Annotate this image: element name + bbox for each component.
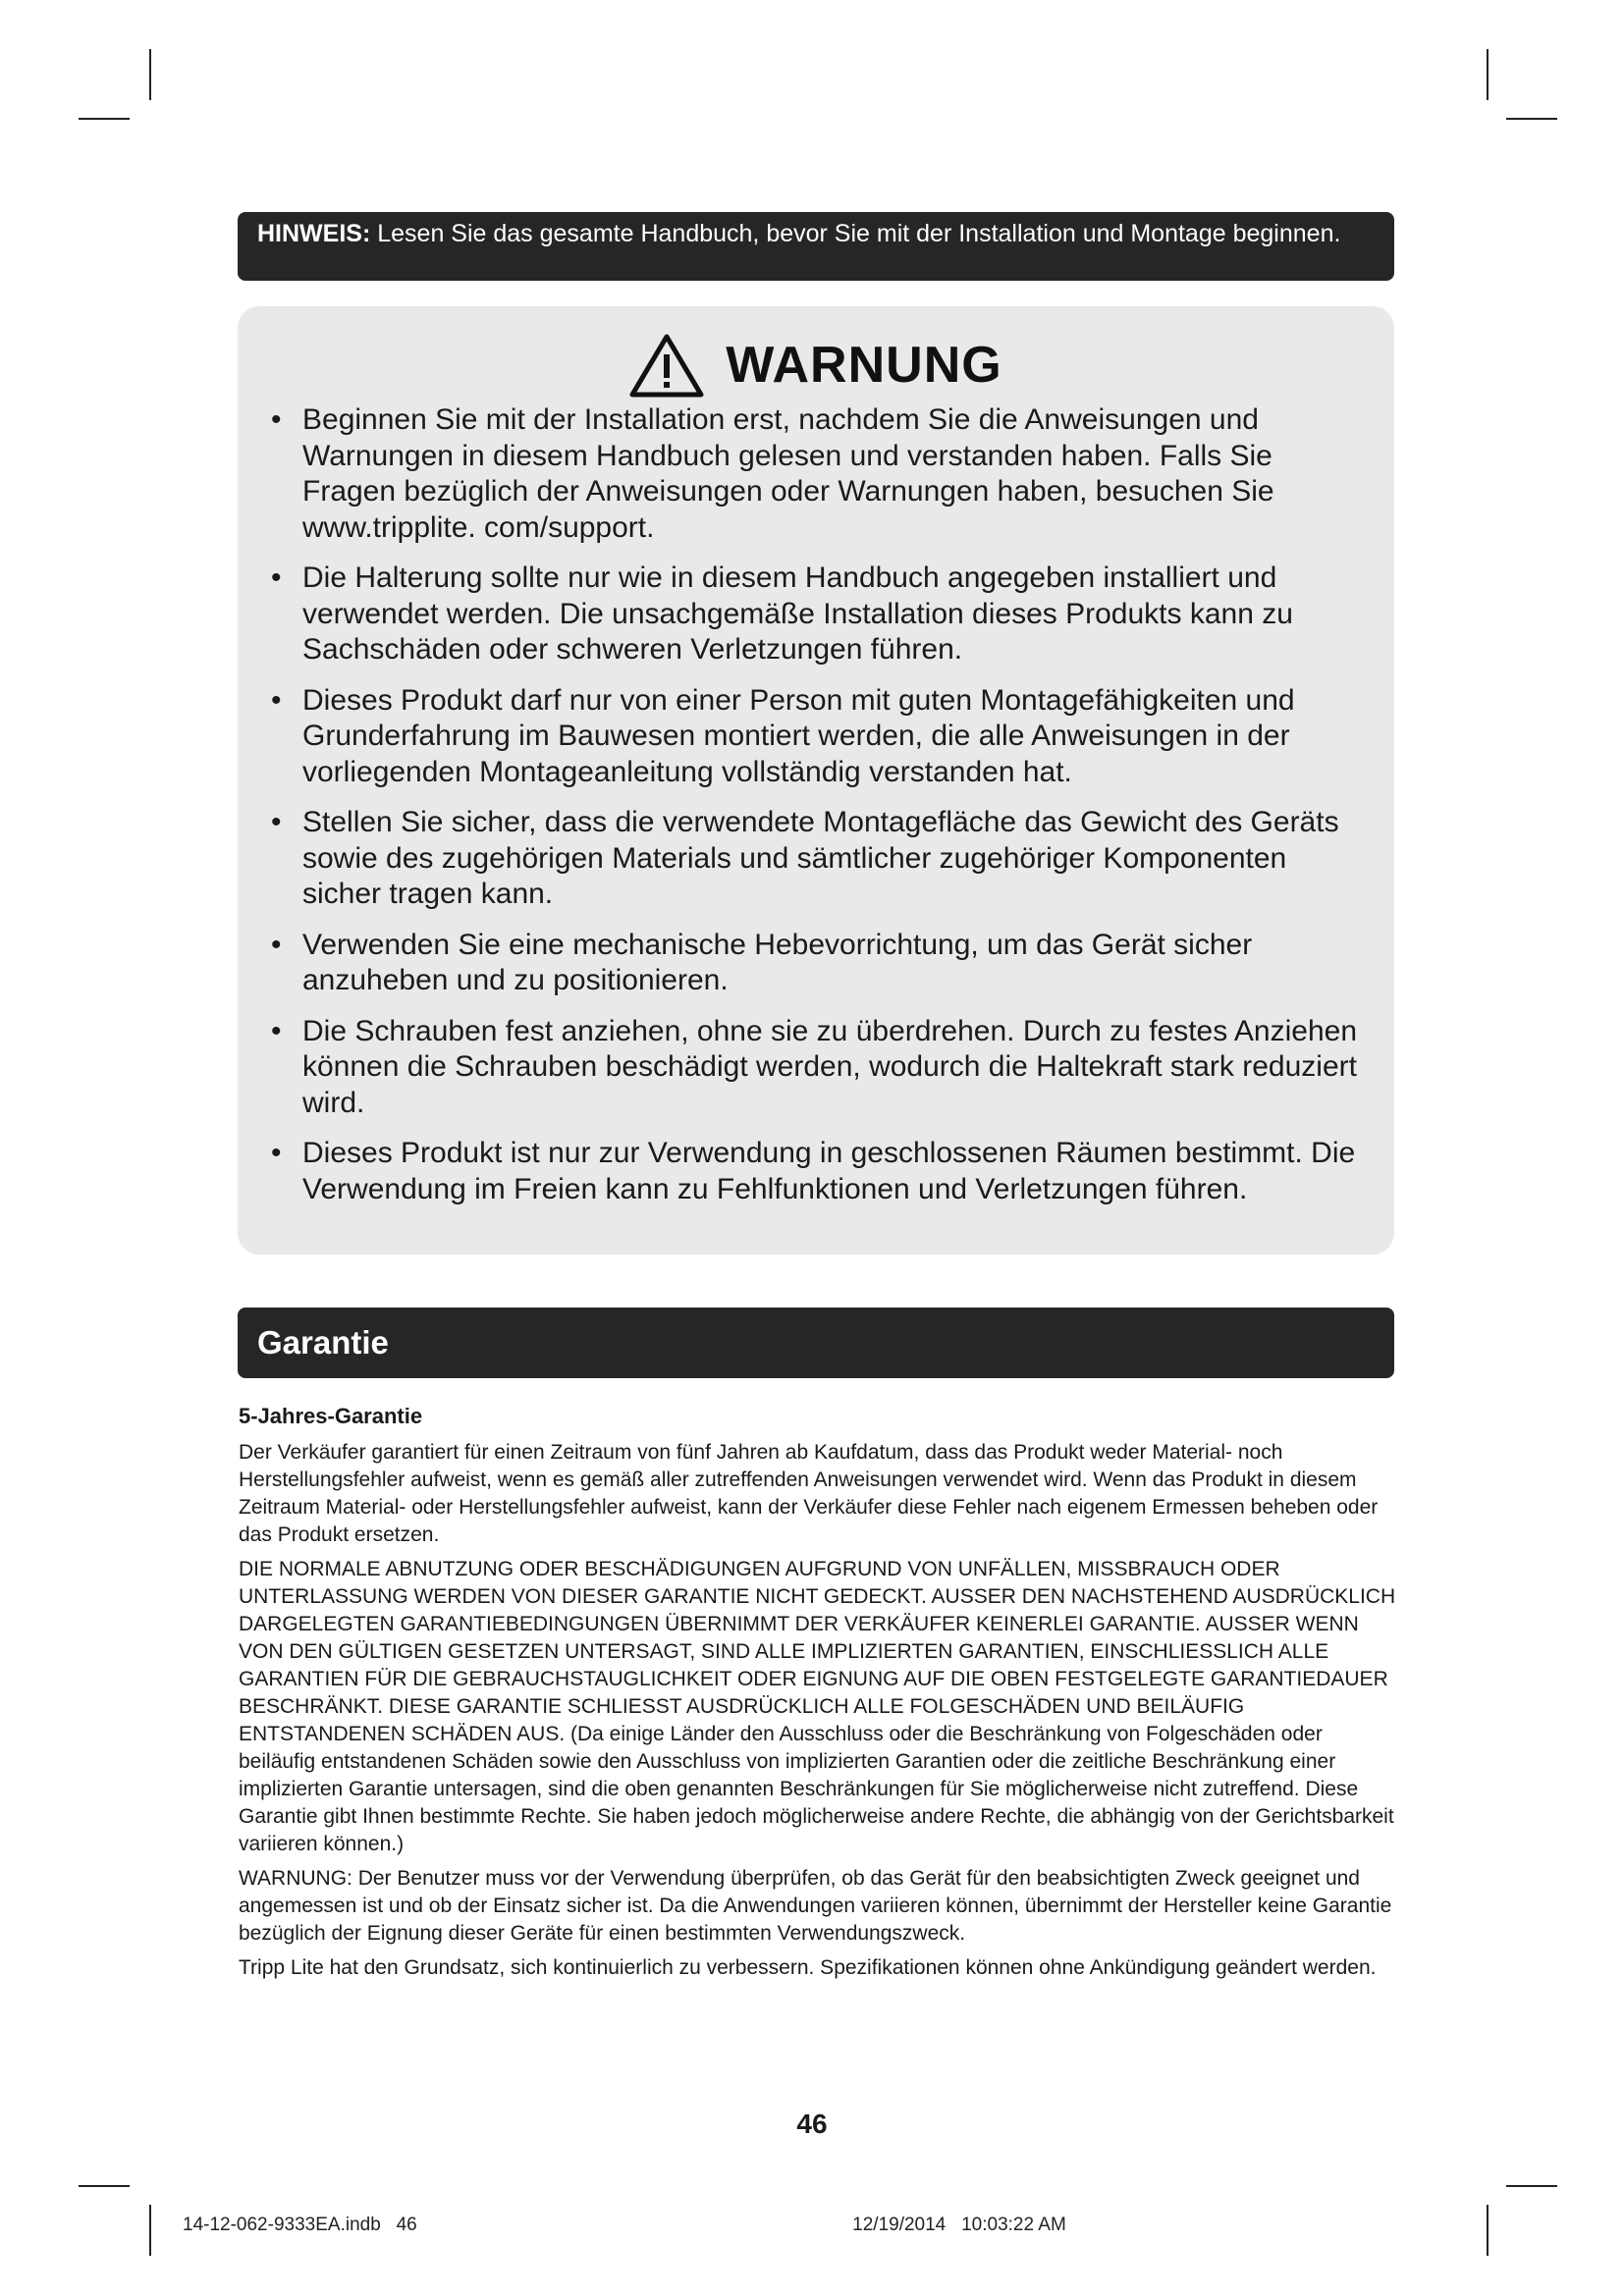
warning-title: WARNUNG bbox=[726, 337, 1002, 394]
bullet-icon: • bbox=[271, 561, 282, 594]
garantie-section-header bbox=[238, 1308, 1394, 1378]
crop-mark bbox=[149, 49, 151, 100]
crop-mark bbox=[1506, 2185, 1557, 2187]
warning-heading bbox=[238, 328, 1394, 402]
warning-item bbox=[267, 683, 1367, 791]
warning-item-text: Beginnen Sie mit der Installation erst, nachdem Sie die Anweisungen und Warnungen in diesem Handbuch gelesen und verstanden haben. Falls Sie Fragen bezüglich der Anweisungen oder Warnungen haben, besuchen Sie www.tripplite. com/support. bbox=[302, 403, 1274, 544]
warning-triangle-icon bbox=[629, 333, 704, 398]
bullet-icon: • bbox=[271, 806, 282, 838]
garantie-paragraph: WARNUNG: Der Benutzer muss vor der Verwendung überprüfen, ob das Gerät für den beabsichtigten Zweck geeignet und angemessen ist und ob der Einsatz sicher ist. Da die Anwendungen variieren können, übernimmt der Hersteller keine Garantie bezüglich der Eignung dieser Geräte für einen bestimmten Verwendungszweck. bbox=[239, 1867, 1392, 1945]
warning-item-text: Dieses Produkt darf nur von einer Person mit guten Montagefähigkeiten und Grunderfahrung im Bauwesen montiert werden, die alle Anweisungen in der vorliegenden Montageanleitung vollständig verstanden hat. bbox=[302, 683, 1295, 788]
warning-item bbox=[267, 1136, 1367, 1207]
garantie-heading: Garantie bbox=[257, 1324, 389, 1361]
bullet-icon: • bbox=[271, 683, 282, 717]
hinweis-notice bbox=[238, 212, 1394, 281]
garantie-paragraph: DIE NORMALE ABNUTZUNG ODER BESCHÄDIGUNGEN AUFGRUND VON UNFÄLLEN, MISSBRAUCH ODER UNTERLASSUNG WERDEN VON DIESER GARANTIE NICHT GEDECKT. AUSSER DEN NACHSTEHEND AUSDRÜCKLICH DARGELEGTEN GARANTIEBEDINGUNGEN ÜBERNIMMT DER VERKÄUFER KEINERLEI GARANTIE. AUSSER WENN VON DEN GÜLTIGEN GESETZEN UNTERSAGT, SIND ALLE IMPLIZIERTEN GARANTIEN, EINSCHLIESSLICH ALLE GARANTIEN FÜR DIE GEBRAUCHSTAUGLICHKEIT ODER EIGNUNG AUF DIE OBEN FESTGELEGTE GARANTIEDAUER BESCHRÄNKT. DIESE GARANTIE SCHLIESST AUSDRÜCKLICH ALLE FOLGESCHÄDEN UND BEILÄUFIG ENTSTANDENEN SCHÄDEN AUS. (Da einige Länder den Ausschluss oder die Beschränkung von Folgeschäden oder beiläufig entstandenen Schäden sowie den Ausschluss von implizierten Garantien oder die zeitliche Beschränkung einer implizierten Garantie untersagen, sind die oben genannten Beschränkungen für Sie möglicherweise nicht zutreffend. Diese Garantie gibt Ihnen bestimmte Rechte. Sie haben jedoch möglicherweise andere Rechte, die abhängig von der Gerichtsbarkeit variieren können.) bbox=[239, 1558, 1396, 1855]
warning-item-text: Dieses Produkt ist nur zur Verwendung in geschlossenen Räumen bestimmt. Die Verwendung im Freien kann zu Fehlfunktionen und Verletzungen führen. bbox=[302, 1137, 1356, 1205]
crop-mark bbox=[1506, 118, 1557, 120]
warning-item-text: Stellen Sie sicher, dass die verwendete Montagefläche das Gewicht des Geräts sowie des zugehörigen Materials und sämtlicher zugehöriger Komponenten sicher tragen kann. bbox=[302, 806, 1339, 910]
bullet-icon: • bbox=[271, 403, 282, 436]
hinweis-label: HINWEIS: bbox=[257, 220, 371, 247]
garantie-paragraph: Der Verkäufer garantiert für einen Zeitraum von fünf Jahren ab Kaufdatum, dass das Produkt weder Material- noch Herstellungsfehler aufweist, wenn es gemäß aller zutreffenden Anweisungen verwendet wird. Wenn das Produkt in diesem Zeitraum Material- oder Herstellungsfehler aufweist, kann der Verkäufer diese Fehler nach eigenem Ermessen beheben oder das Produkt ersetzen. bbox=[239, 1441, 1379, 1546]
bullet-icon: • bbox=[271, 928, 282, 961]
garantie-body bbox=[239, 1439, 1397, 1989]
warning-item bbox=[267, 1014, 1367, 1122]
warning-item bbox=[267, 402, 1367, 546]
hinweis-text: Lesen Sie das gesamte Handbuch, bevor Sie mit der Installation und Montage beginnen. bbox=[370, 220, 1341, 247]
garantie-subheading: 5-Jahres-Garantie bbox=[239, 1404, 423, 1428]
warning-item bbox=[267, 561, 1367, 668]
warning-item-text: Die Schrauben fest anziehen, ohne sie zu überdrehen. Durch zu festes Anziehen können die Schrauben beschädigt werden, wodurch die Haltekraft stark reduziert wird. bbox=[302, 1014, 1358, 1119]
page-number: 46 bbox=[796, 2109, 828, 2139]
garantie-paragraph: Tripp Lite hat den Grundsatz, sich kontinuierlich zu verbessern. Spezifikationen können ohne Ankündigung geändert werden. bbox=[239, 1956, 1377, 1979]
warning-item-text: Verwenden Sie eine mechanische Hebevorrichtung, um das Gerät sicher anzuheben und zu positionieren. bbox=[302, 928, 1253, 996]
crop-mark bbox=[1487, 2205, 1489, 2256]
warning-item bbox=[267, 928, 1367, 999]
warning-list bbox=[267, 402, 1367, 1222]
crop-mark bbox=[149, 2205, 151, 2256]
crop-mark bbox=[79, 118, 130, 120]
warning-box bbox=[238, 306, 1394, 1255]
print-slug: 14-12-062-9333EA.indb 46 12/19/2014 10:03:22 AM bbox=[183, 2215, 1066, 2235]
crop-mark bbox=[79, 2185, 130, 2187]
bullet-icon: • bbox=[271, 1137, 282, 1169]
crop-mark bbox=[1487, 49, 1489, 100]
warning-item bbox=[267, 805, 1367, 913]
warning-item-text: Die Halterung sollte nur wie in diesem Handbuch angegeben installiert und verwendet werden. Die unsachgemäße Installation dieses Produkts kann zu Sachschäden oder schweren Verletzungen führen. bbox=[302, 561, 1293, 666]
bullet-icon: • bbox=[271, 1014, 282, 1047]
